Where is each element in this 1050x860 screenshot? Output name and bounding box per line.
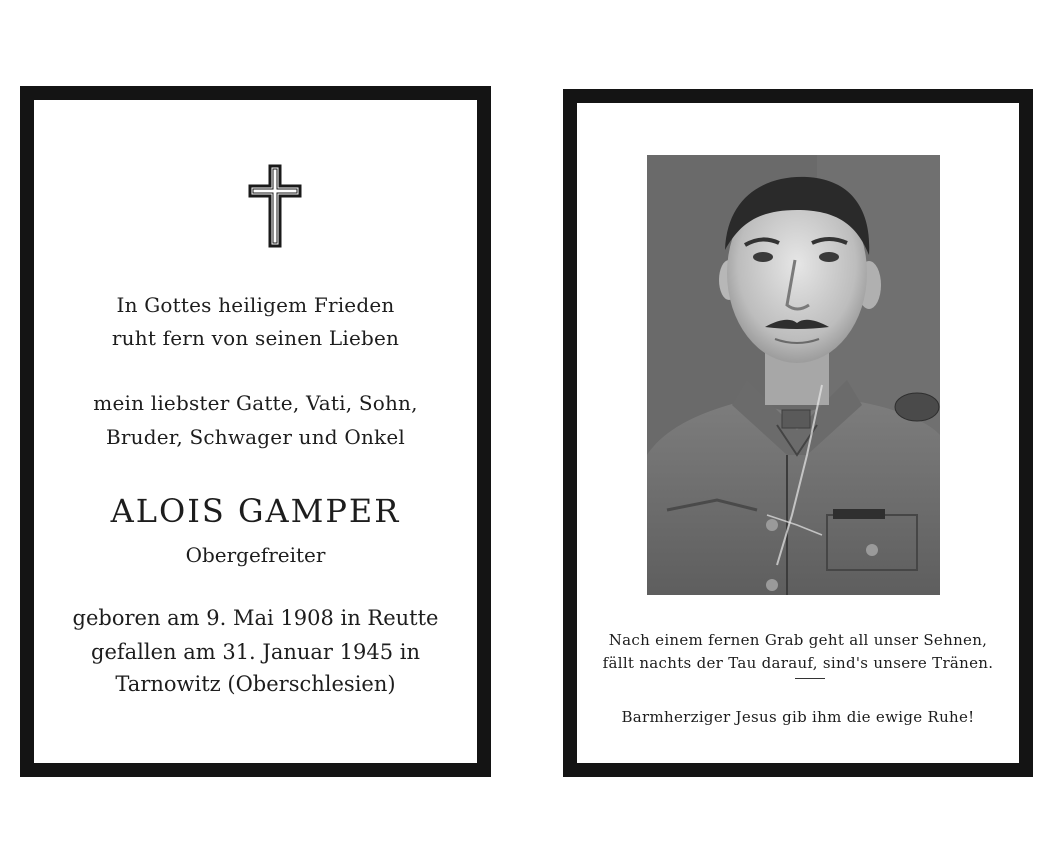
military-rank: Obergefreiter [185,543,326,567]
deceased-name: ALOIS GAMPER [110,492,401,530]
poem-line-2: fällt nachts der Tau darauf, sind's unsere Tränen. [602,654,994,672]
cross-icon [246,164,304,250]
soldier-portrait-photo [647,155,940,595]
death-line: gefallen am 31. Januar 1945 in [91,640,420,664]
relation-line-2: Bruder, Schwager und Onkel [106,425,405,449]
verse-line-2: ruht fern von seinen Lieben [111,326,400,350]
prayer-line: Barmherziger Jesus gib ihm die ewige Ruhe! [621,708,975,726]
birth-line: geboren am 9. Mai 1908 in Reutte [72,606,439,630]
memorial-card-photo-panel [563,89,1033,777]
memorial-card-text-panel [20,86,491,777]
poem-line-1: Nach einem fernen Grab geht all unser Sehnen, [608,631,988,649]
relation-line-1: mein liebster Gatte, Vati, Sohn, [93,391,418,415]
verse-line-1: In Gottes heiligem Frieden [116,293,395,317]
divider-rule [795,678,825,679]
death-place-line: Tarnowitz (Oberschlesien) [115,672,396,696]
